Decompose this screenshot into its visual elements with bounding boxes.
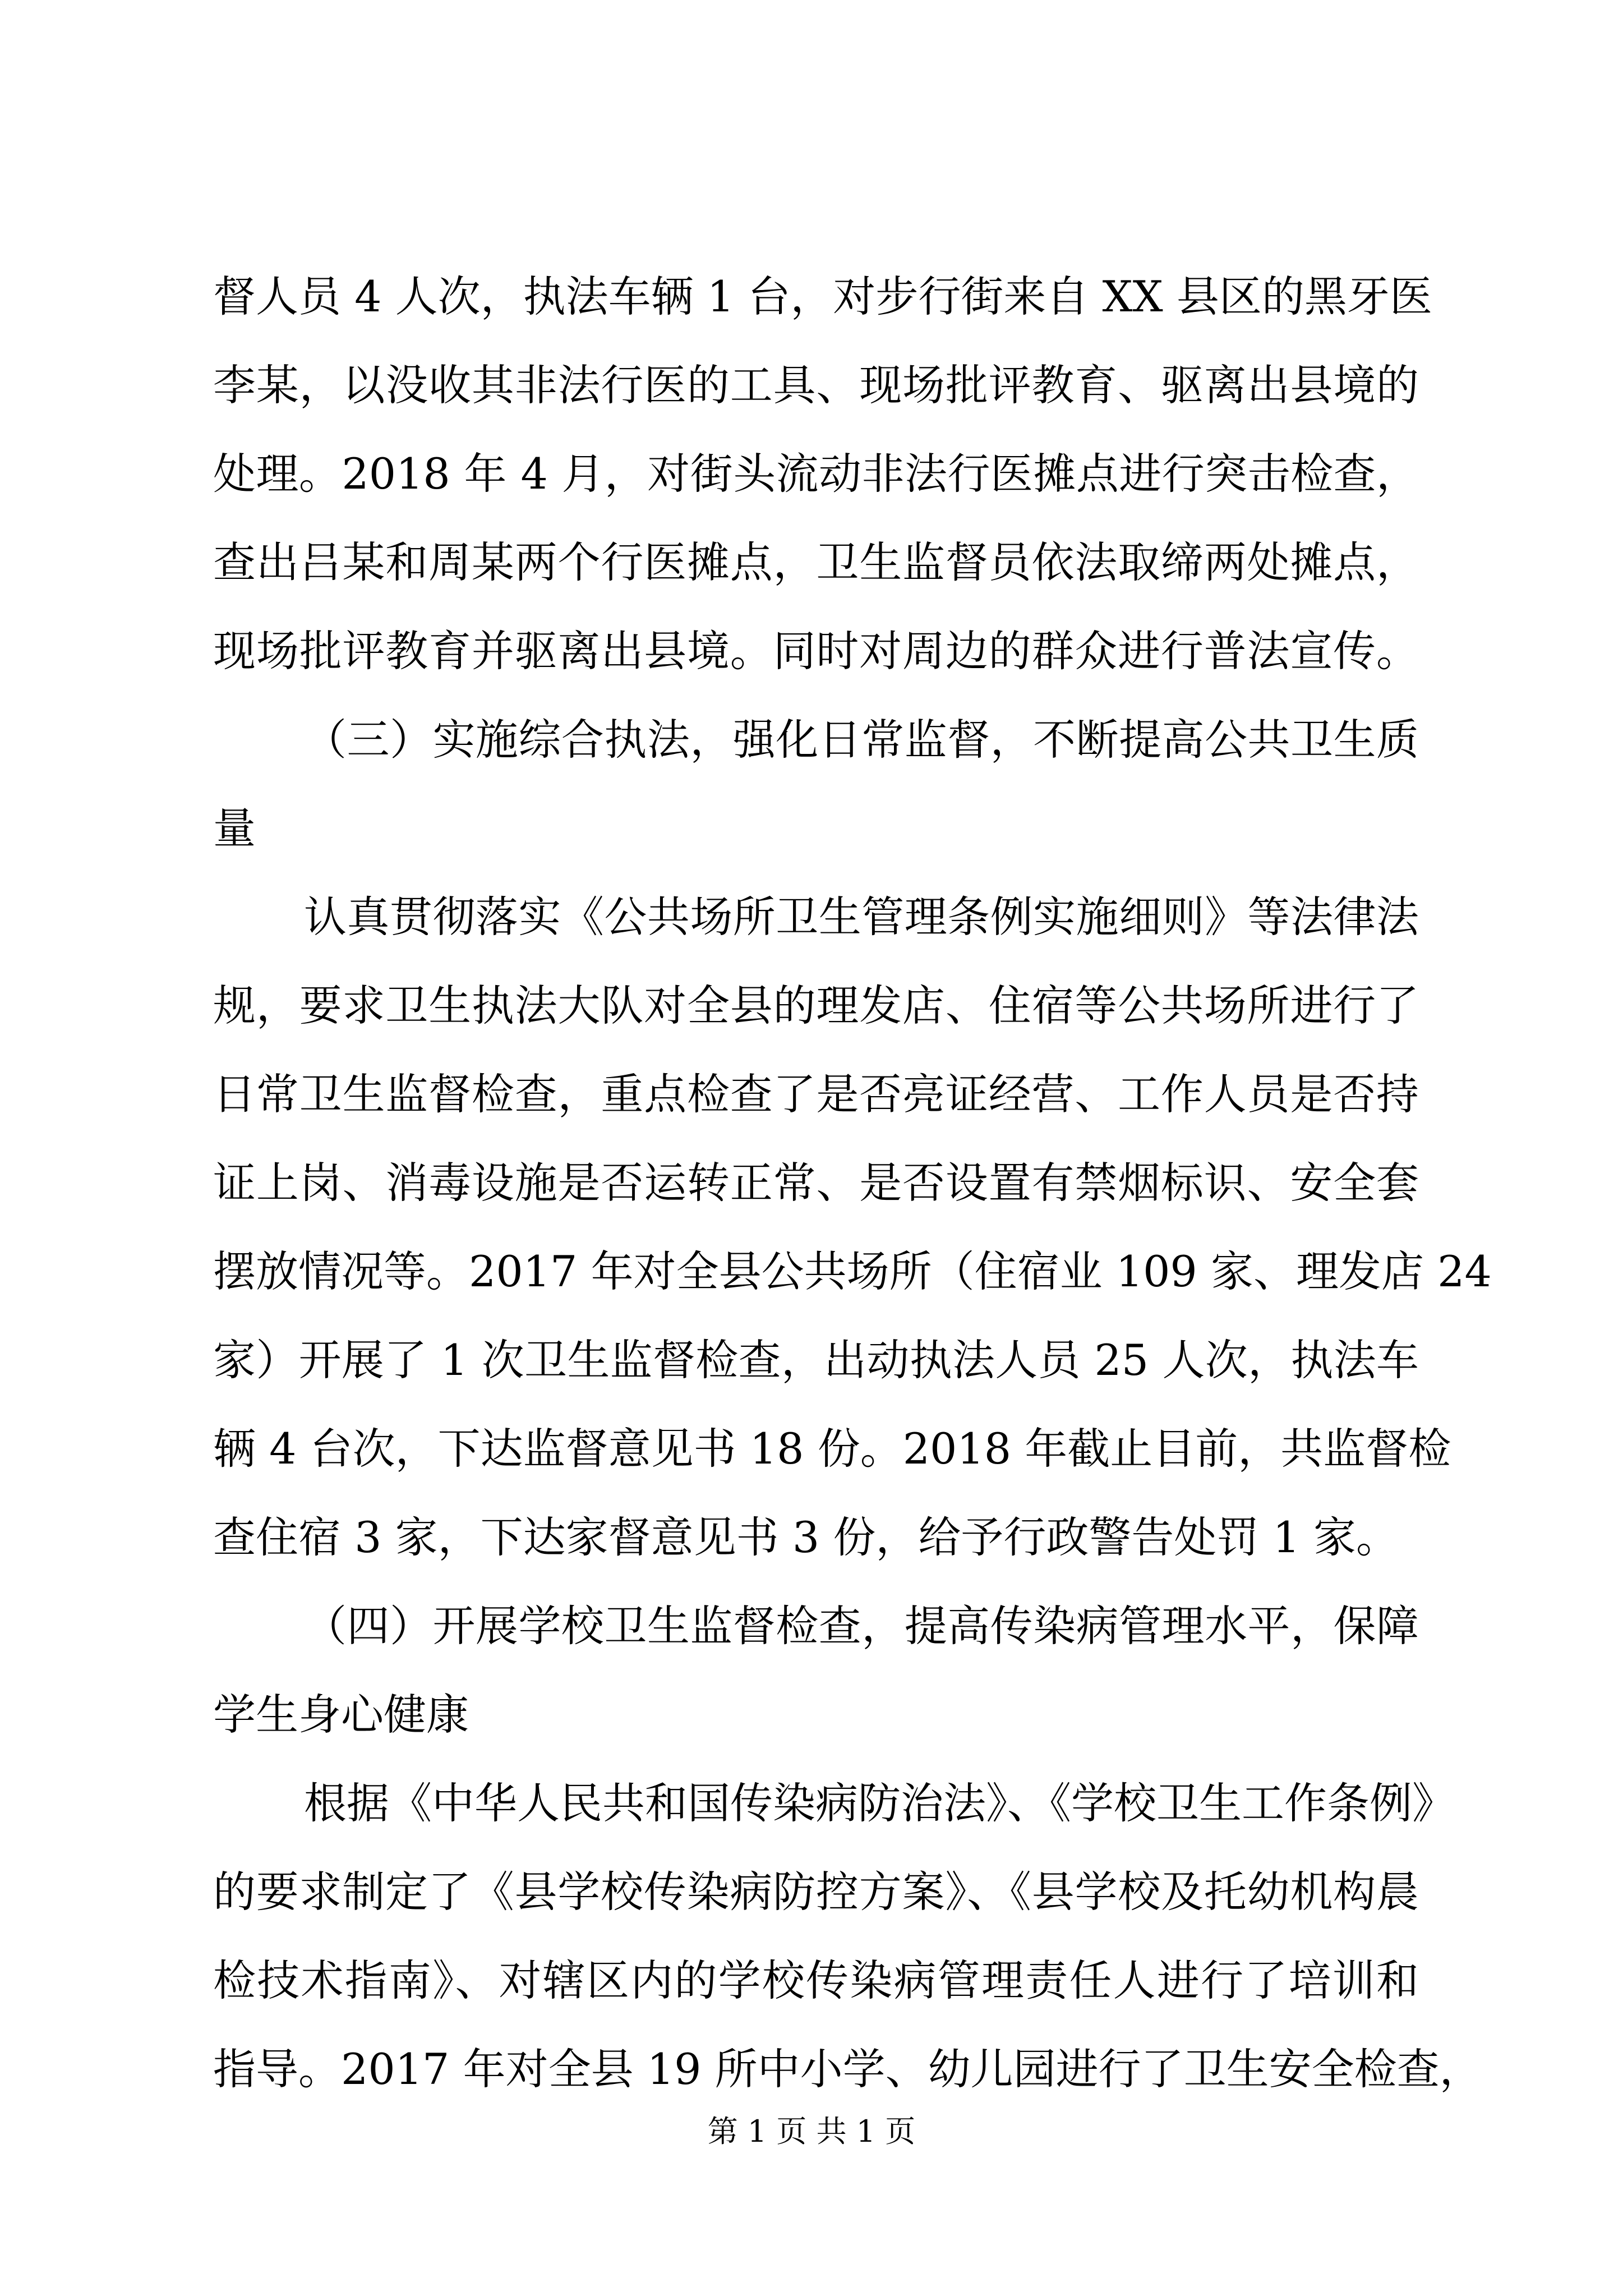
paragraph-line: 认真贯彻落实《公共场所卫生管理条例实施细则》等法律法 bbox=[304, 892, 1419, 942]
paragraph-line: 现场批评教育并驱离出县境。同时对周边的群众进行普法宣传。 bbox=[213, 626, 1419, 676]
paragraph-line: 检技术指南》、对辖区内的学校传染病管理责任人进行了培训和 bbox=[213, 1955, 1419, 2005]
paragraph-line: 处理。2018 年 4 月，对街头流动非法行医摊点进行突击检查， bbox=[213, 449, 1419, 499]
paragraph-line: 日常卫生监督检查，重点检查了是否亮证经营、工作人员是否持 bbox=[213, 1069, 1419, 1119]
paragraph-line: 家）开展了 1 次卫生监督检查，出动执法人员 25 人次，执法车 bbox=[213, 1335, 1419, 1385]
section-heading-3: （三）实施综合执法，强化日常监督，不断提高公共卫生质 bbox=[304, 715, 1419, 765]
page-number-footer: 第 1 页 共 1 页 bbox=[707, 2114, 916, 2149]
paragraph-line: 查住宿 3 家，下达家督意见书 3 份，给予行政警告处罚 1 家。 bbox=[213, 1512, 1399, 1562]
paragraph-line: 指导。2017 年对全县 19 所中小学、幼儿园进行了卫生安全检查， bbox=[213, 2044, 1482, 2094]
paragraph-line: 的要求制定了《县学校传染病防控方案》、《县学校及托幼机构晨 bbox=[213, 1867, 1419, 1917]
paragraph-line: 根据《中华人民共和国传染病防治法》、《学校卫生工作条例》 bbox=[304, 1778, 1455, 1828]
section-heading-3-cont: 量 bbox=[213, 803, 256, 853]
paragraph-line: 规，要求卫生执法大队对全县的理发店、住宿等公共场所进行了 bbox=[213, 981, 1419, 1030]
paragraph-line: 李某，以没收其非法行医的工具、现场批评教育、驱离出县境的 bbox=[213, 360, 1419, 410]
paragraph-line: 查出吕某和周某两个行医摊点，卫生监督员依法取缔两处摊点， bbox=[213, 537, 1419, 587]
document-body bbox=[213, 252, 1492, 2114]
section-heading-4-cont: 学生身心健康 bbox=[213, 1690, 469, 1740]
paragraph-line: 摆放情况等。2017 年对全县公共场所（住宿业 109 家、理发店 24 bbox=[213, 1246, 1492, 1296]
paragraph-line: 证上岗、消毒设施是否运转正常、是否设置有禁烟标识、安全套 bbox=[213, 1158, 1419, 1208]
section-heading-4: （四）开展学校卫生监督检查，提高传染病管理水平，保障 bbox=[304, 1601, 1419, 1651]
paragraph-line: 辆 4 台次，下达监督意见书 18 份。2018 年截止目前，共监督检 bbox=[213, 1424, 1451, 1474]
paragraph-line: 督人员 4 人次，执法车辆 1 台，对步行街来自 XX 县区的黑牙医 bbox=[213, 272, 1432, 321]
